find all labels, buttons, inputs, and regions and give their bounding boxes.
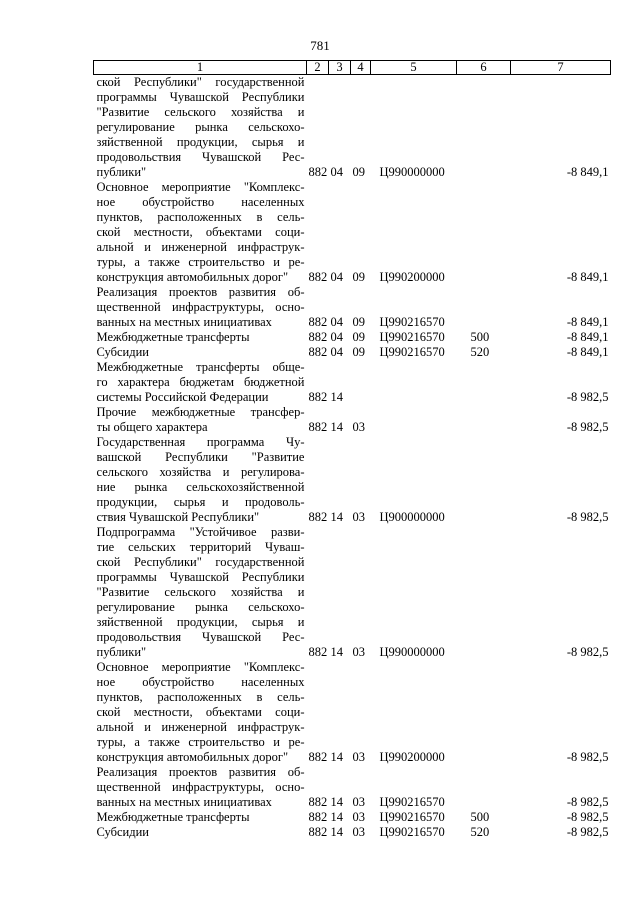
row-name [94,810,307,825]
target-item-code: Ц990216570 [379,330,445,344]
row-name-line: Субсидии [96,345,149,359]
row-name-line: ствия Чувашской Республики" [96,510,260,524]
row-name-line: Межбюджетные трансферты обще- [96,360,305,374]
target-item-code: Ц990200000 [379,750,445,764]
row-name-line: публики" [96,645,147,659]
row-name-line: щественной инфраструктуры, осно- [96,780,305,794]
row-name-line: туры, а также строительство и ре- [96,255,305,269]
row-name-line: Субсидии [96,825,149,839]
row-name-line: конструкция автомобильных дорог" [96,270,289,284]
expense-type-code [457,525,511,660]
row-name-line: Государственная программа Чу- [96,435,305,449]
column-header-6: 6 [457,61,511,75]
row-name-line: Прочие межбюджетные трансфер- [96,405,305,419]
ministry-code: 882 [308,345,328,359]
expense-type-code [457,660,511,765]
column-header-7: 7 [511,61,611,75]
expense-type-code [457,180,511,285]
subsection-code: 03 [352,420,365,434]
target-item-code: Ц990216570 [379,315,445,329]
table-row [94,180,611,285]
section-code: 04 [330,315,343,329]
row-name-line: Реализация проектов развития об- [96,765,305,779]
row-name-line: туры, а также строительство и ре- [96,735,305,749]
row-name-line: ное обустройство населенных [96,195,305,209]
target-item-code: Ц990216570 [379,810,445,824]
row-name-line: программы Чувашской Республики [96,90,305,104]
row-name-line: продовольствия Чувашской Рес- [96,630,305,644]
amount: -8 849,1 [566,270,609,284]
target-item-code: Ц990000000 [379,645,445,659]
row-name-line: публики" [96,165,147,179]
row-name-line: Подпрограмма "Устойчивое разви- [96,525,305,539]
target-item-code: Ц990000000 [379,165,445,179]
ministry-code: 882 [308,390,328,404]
row-name-line: альной и инженерной инфраструк- [96,720,305,734]
expense-type-code [457,285,511,330]
ministry-code: 882 [308,825,328,839]
amount: -8 982,5 [566,645,609,659]
row-name-line: ской местности, объектами соци- [96,705,305,719]
subsection-code: 03 [352,795,365,809]
amount: -8 849,1 [566,315,609,329]
column-header-4: 4 [351,61,371,75]
table-row [94,405,611,435]
row-name [94,330,307,345]
ministry-code: 882 [308,810,328,824]
section-code: 14 [330,750,343,764]
table-row [94,660,611,765]
subsection-code: 03 [352,825,365,839]
target-item-code [371,360,457,405]
amount: -8 982,5 [566,420,609,434]
target-item-code [371,405,457,435]
row-name [94,660,307,765]
subsection-code: 09 [352,165,365,179]
section-code: 14 [330,810,343,824]
expense-type-code [457,75,511,181]
table-row [94,285,611,330]
amount: -8 982,5 [566,825,609,839]
section-code: 04 [330,270,343,284]
target-item-code: Ц990216570 [379,345,445,359]
row-name-line: "Развитие сельского хозяйства и [96,585,305,599]
expense-type-code: 520 [470,825,490,839]
subsection-code: 03 [352,645,365,659]
row-name [94,435,307,525]
column-header-3: 3 [329,61,351,75]
ministry-code: 882 [308,270,328,284]
row-name-line: пунктов, расположенных в сель- [96,690,305,704]
ministry-code: 882 [308,330,328,344]
amount: -8 982,5 [566,510,609,524]
row-name-line: зяйственной продукции, сырья и [96,135,305,149]
table-row [94,360,611,405]
table-row [94,765,611,810]
subsection-code: 09 [352,330,365,344]
table-row [94,810,611,825]
expense-type-code [457,765,511,810]
ministry-code: 882 [308,315,328,329]
amount: -8 982,5 [566,795,609,809]
ministry-code: 882 [308,645,328,659]
ministry-code: 882 [308,165,328,179]
row-name-line: пунктов, расположенных в сель- [96,210,305,224]
ministry-code: 882 [308,795,328,809]
target-item-code: Ц990216570 [379,795,445,809]
row-name-line: ской Республики" государственной [96,555,305,569]
row-name [94,75,307,181]
section-code: 14 [330,645,343,659]
column-header-2: 2 [307,61,329,75]
table-row [94,825,611,840]
row-name [94,525,307,660]
row-name [94,345,307,360]
row-name-line: Межбюджетные трансферты [96,810,250,824]
section-code: 04 [330,330,343,344]
row-name-line: Основное мероприятие "Комплекс- [96,180,305,194]
row-name-line: ние рынка сельскохозяйственной [96,480,305,494]
row-name-line: ное обустройство населенных [96,675,305,689]
row-name [94,180,307,285]
column-number-header-row [94,61,611,75]
row-name-line: конструкция автомобильных дорог" [96,750,289,764]
expense-type-code [457,405,511,435]
expense-type-code: 500 [470,810,490,824]
row-name-line: альной и инженерной инфраструк- [96,240,305,254]
ministry-code: 882 [308,750,328,764]
table-row [94,75,611,181]
row-name-line: продукции, сырья и продоволь- [96,495,305,509]
row-name [94,360,307,405]
section-code: 14 [330,390,343,404]
amount: -8 982,5 [566,810,609,824]
column-header-1: 1 [94,61,307,75]
row-name-line: го характера бюджетам бюджетной [96,375,305,389]
section-code: 04 [330,165,343,179]
subsection-code: 03 [352,510,365,524]
row-name-line: ты общего характера [96,420,208,434]
row-name-line: продовольствия Чувашской Рес- [96,150,305,164]
row-name-line: Основное мероприятие "Комплекс- [96,660,305,674]
amount: -8 982,5 [566,390,609,404]
row-name [94,285,307,330]
expense-type-code: 520 [470,345,490,359]
budget-table [93,60,611,840]
row-name-line: Реализация проектов развития об- [96,285,305,299]
row-name-line: системы Российской Федерации [96,390,269,404]
row-name [94,825,307,840]
ministry-code: 882 [308,510,328,524]
table-row [94,345,611,360]
expense-type-code [457,360,511,405]
amount: -8 849,1 [566,165,609,179]
subsection-code [351,360,371,405]
row-name-line: программы Чувашской Республики [96,570,305,584]
subsection-code: 09 [352,270,365,284]
section-code: 14 [330,795,343,809]
subsection-code: 09 [352,315,365,329]
section-code: 14 [330,510,343,524]
target-item-code: Ц990216570 [379,825,445,839]
row-name-line: регулирование рынка сельскохо- [96,120,305,134]
target-item-code: Ц990200000 [379,270,445,284]
row-name-line: вашской Республики "Развитие [96,450,305,464]
target-item-code: Ц900000000 [379,510,445,524]
ministry-code: 882 [308,420,328,434]
row-name-line: "Развитие сельского хозяйства и [96,105,305,119]
row-name-line: ванных на местных инициативах [96,795,272,809]
row-name-line: тие сельских территорий Чуваш- [96,540,305,554]
subsection-code: 03 [352,750,365,764]
subsection-code: 03 [352,810,365,824]
amount: -8 849,1 [566,330,609,344]
section-code: 04 [330,345,343,359]
section-code: 14 [330,825,343,839]
subsection-code: 09 [352,345,365,359]
row-name-line: регулирование рынка сельскохо- [96,600,305,614]
row-name [94,405,307,435]
row-name-line: сельского хозяйства и регулирова- [96,465,305,479]
table-row [94,435,611,525]
row-name-line: Межбюджетные трансферты [96,330,250,344]
row-name-line: ванных на местных инициативах [96,315,272,329]
expense-type-code [457,435,511,525]
table-row [94,525,611,660]
page-number: 781 [310,38,330,53]
table-row [94,330,611,345]
row-name [94,765,307,810]
column-header-5: 5 [371,61,457,75]
section-code: 14 [330,420,343,434]
amount: -8 982,5 [566,750,609,764]
expense-type-code: 500 [470,330,490,344]
amount: -8 849,1 [566,345,609,359]
row-name-line: ской Республики" государственной [96,75,305,89]
row-name-line: зяйственной продукции, сырья и [96,615,305,629]
row-name-line: ской местности, объектами соци- [96,225,305,239]
row-name-line: щественной инфраструктуры, осно- [96,300,305,314]
